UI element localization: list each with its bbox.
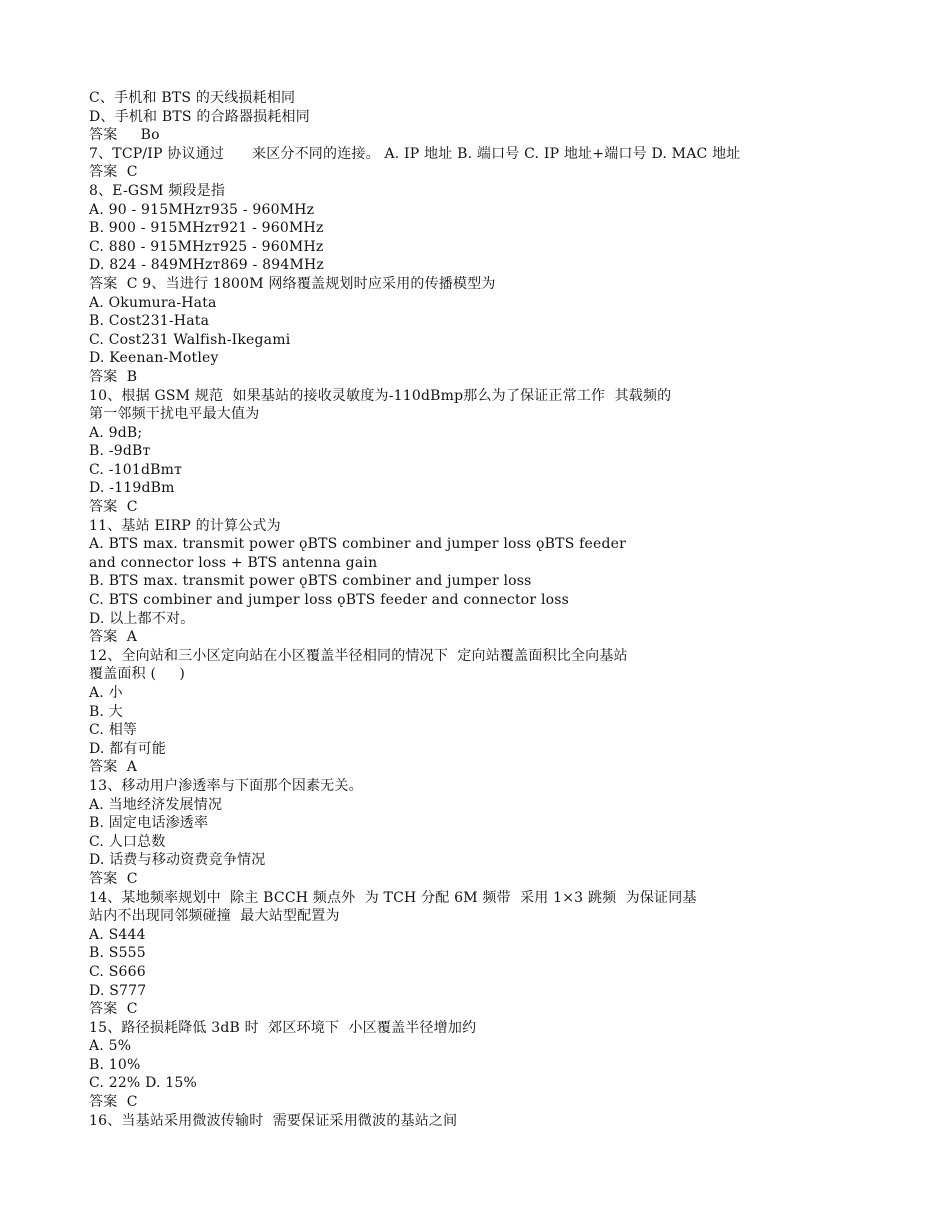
text-line: 16、当基站采用微波传输时 需要保证采用微波的基站之间 [89, 1112, 458, 1129]
text-line: B. -9dBт [89, 443, 151, 460]
text-line: A. 当地经济发展情况 [89, 796, 223, 813]
text-line: B. 固定电话渗透率 [89, 815, 209, 832]
text-line: C. 880 - 915MHzт925 - 960MHz [89, 238, 324, 255]
text-line: C. BTS combiner and jumper loss ǫBTS feeder and connector loss [89, 592, 570, 609]
text-line: D. 都有可能 [89, 740, 167, 757]
text-line: A. 5% [89, 1038, 132, 1055]
text-line: C. S666 [89, 963, 146, 980]
text-line: 15、路径损耗降低 3dB 时 郊区环境下 小区覆盖半径增加约 [89, 1019, 477, 1036]
text-line: C. 22% D. 15% [89, 1075, 198, 1092]
text-line: 答案 Bo [89, 127, 160, 144]
text-line: B. 900 - 915MHzт921 - 960MHz [89, 220, 324, 237]
text-line: 答案 C [89, 164, 138, 181]
text-line: C. -101dBmт [89, 461, 183, 478]
text-line: 7、TCP/IP 协议通过 来区分不同的连接。 A. IP 地址 B. 端口号 C. IP 地址+端口号 D. MAC 地址 [89, 145, 741, 162]
text-line: 答案 C [89, 1094, 138, 1111]
text-line: 答案 C [89, 499, 138, 516]
text-line: 答案 C [89, 1001, 138, 1018]
text-line: 13、移动用户渗透率与下面那个因素无关。 [89, 777, 363, 794]
text-line: A. 小 [89, 685, 123, 701]
text-line: A. S444 [89, 926, 146, 943]
text-line: A. 90 - 915MHzт935 - 960MHz [89, 201, 315, 218]
text-line: D. -119dBm [89, 480, 175, 497]
text-line: 答案 A [89, 759, 138, 776]
text-line: D. Keenan-Motley [89, 350, 219, 367]
text-line: 答案 B [89, 368, 138, 385]
text-line: D. 824 - 849MHzт869 - 894MHz [89, 257, 324, 274]
text-line: 10、根据 GSM 规范 如果基站的接收灵敏度为-110dBmр那么为了保证正常工作 其载频的 [89, 387, 672, 404]
text-line: 12、全向站和三小区定向站在小区覆盖半径相同的情况下 定向站覆盖面积比全向基站 [89, 647, 628, 664]
text-line: C. Cost231 Walfish-Ikegami [89, 331, 291, 348]
text-line: 第一邻频干扰电平最大值为 [89, 406, 260, 423]
text-line: A. 9dB; [89, 424, 143, 441]
text-line: D、手机和 BTS 的合路器损耗相同 [89, 108, 310, 125]
document-page [89, 89, 909, 1130]
text-line: 覆盖面积 ( ) [89, 666, 186, 683]
text-line: A. BTS max. transmit power ǫBTS combiner and jumper loss ǫBTS feeder [89, 536, 627, 553]
text-line: 8、E-GSM 频段是指 [89, 182, 226, 199]
text-line: B. S555 [89, 945, 146, 962]
text-line: B. 大 [89, 703, 123, 720]
text-line: 答案 A [89, 629, 138, 646]
text-line: 11、基站 EIRP 的计算公式为 [89, 517, 281, 534]
text-line: B. Cost231-Hata [89, 313, 210, 330]
text-line: D. 话费与移动资费竞争情况 [89, 852, 266, 869]
text-line: 答案 C [89, 870, 138, 887]
text-line: C. 相等 [89, 722, 138, 739]
text-line: 站内不出现同邻频碰撞 最大站型配置为 [89, 908, 340, 925]
text-line: and connector loss + BTS antenna gain [89, 554, 378, 571]
text-line: D. 以上都不对。 [89, 610, 195, 627]
text-line: 14、某地频率规划中 除主 BCCH 频点外 为 TCH 分配 6M 频带 采用 1×3 跳频 为保证同基 [89, 889, 697, 906]
text-line: C. 人口总数 [89, 833, 166, 850]
text-line: D. S777 [89, 982, 147, 999]
text-line: 答案 C 9、当进行 1800M 网络覆盖规划时应采用的传播模型为 [89, 275, 496, 292]
text-line: A. Okumura-Hata [89, 294, 217, 311]
text-line: B. 10% [89, 1056, 141, 1073]
text-line: B. BTS max. transmit power ǫBTS combiner and jumper loss [89, 573, 532, 590]
text-line: C、手机和 BTS 的天线损耗相同 [89, 90, 296, 106]
